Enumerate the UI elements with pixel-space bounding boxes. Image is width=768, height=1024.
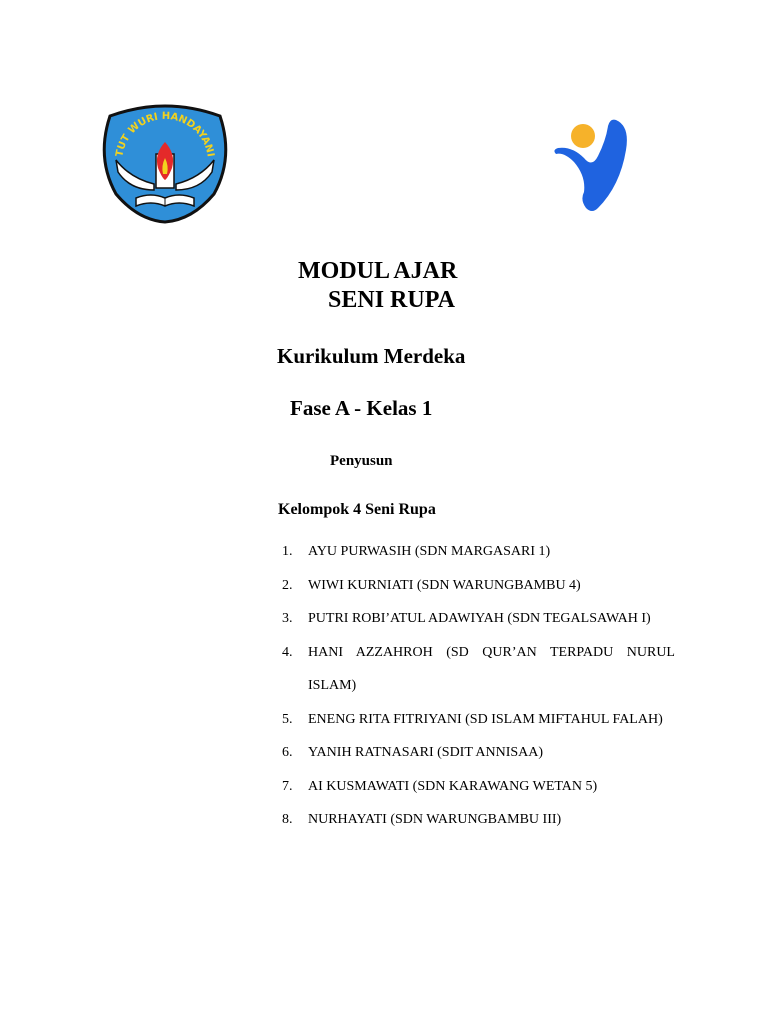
list-number: 8.	[282, 812, 293, 827]
list-item	[282, 770, 675, 804]
member-name: AI KUSMAWATI (SDN KARAWANG WETAN 5)	[308, 778, 598, 794]
list-item	[282, 703, 675, 737]
list-item	[282, 803, 675, 837]
list-item	[282, 569, 675, 603]
list-number: 2.	[282, 577, 293, 593]
member-list	[282, 535, 675, 837]
list-item	[282, 602, 675, 636]
list-number: 5.	[282, 711, 293, 727]
author-heading: Penyusun	[330, 453, 393, 469]
tut-wuri-handayani-logo	[96, 98, 234, 224]
list-item	[282, 736, 675, 770]
list-number: 3.	[282, 611, 293, 626]
list-number: 7.	[282, 778, 293, 794]
person-head-icon	[571, 124, 595, 148]
group-name: Kelompok 4 Seni Rupa	[278, 501, 436, 518]
curriculum-heading: Kurikulum Merdeka	[277, 344, 466, 368]
member-name: YANIH RATNASARI (SDIT ANNISAA)	[308, 745, 544, 760]
list-number: 6.	[282, 745, 293, 760]
document-title-line2: SENI RUPA	[328, 287, 455, 313]
list-item	[282, 535, 675, 569]
member-name: NURHAYATI (SDN WARUNGBAMBU III)	[308, 812, 562, 827]
list-item	[282, 636, 675, 703]
member-name: AYU PURWASIH (SDN MARGASARI 1)	[308, 544, 551, 559]
member-name: WIWI KURNIATI (SDN WARUNGBAMBU 4)	[308, 577, 581, 593]
member-name: PUTRI ROBI’ATUL ADAWIYAH (SDN TEGALSAWAH I)	[308, 611, 651, 626]
logo-emblem-text: TUT WURI HANDAYANI	[114, 110, 216, 158]
list-number: 1.	[282, 544, 293, 559]
document-title-line1: MODUL AJAR	[298, 258, 458, 284]
member-name: ENENG RITA FITRIYANI (SD ISLAM MIFTAHUL FALAH)	[308, 711, 663, 727]
phase-heading: Fase A - Kelas 1	[290, 396, 433, 420]
merdeka-belajar-person-logo	[550, 116, 630, 216]
list-number: 4.	[282, 644, 293, 660]
member-name: HANI AZZAHROH (SD QUR’AN TERPADU NURUL ISLAM)	[308, 644, 675, 693]
